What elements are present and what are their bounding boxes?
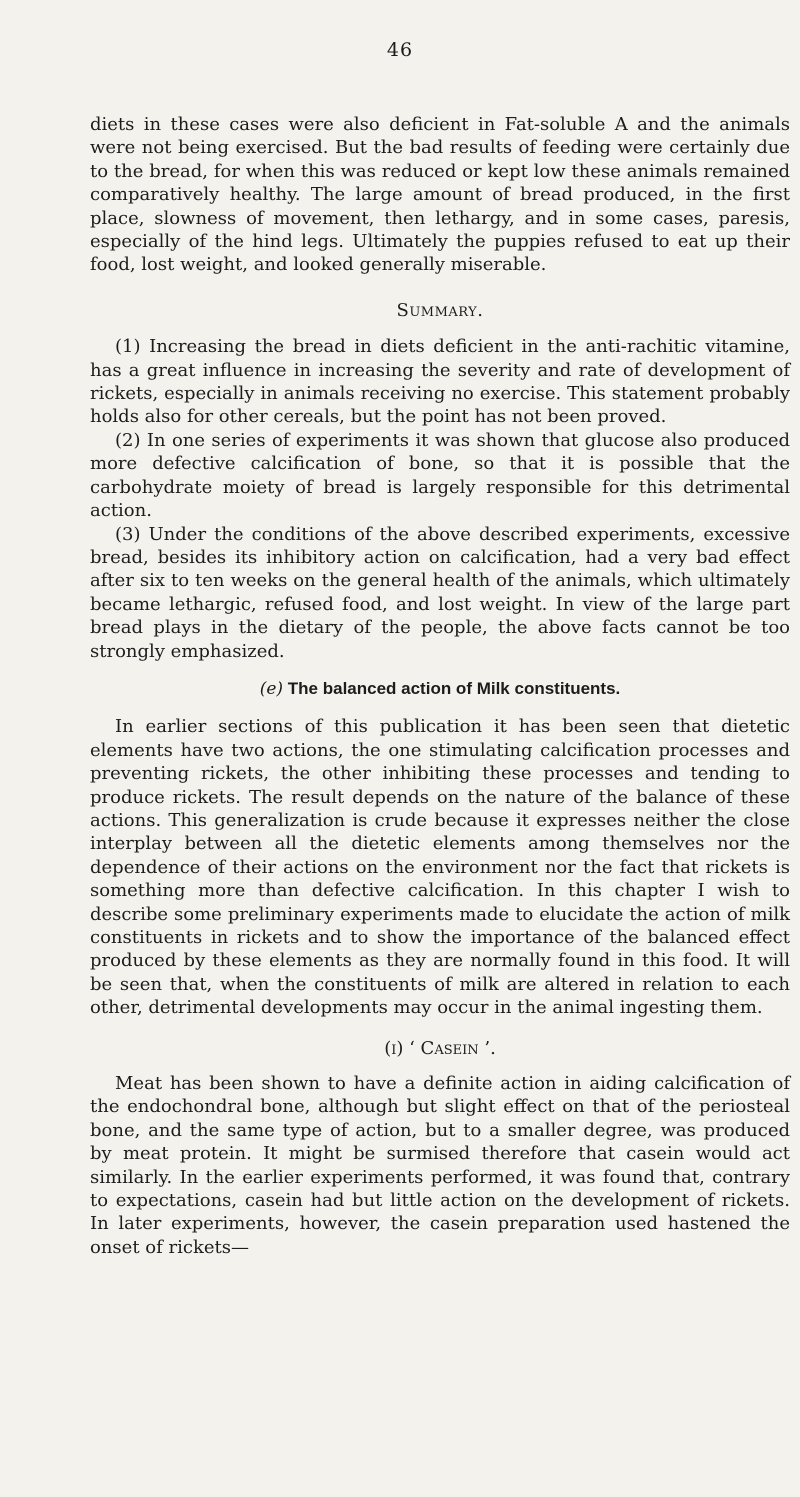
subsection-title: ‘ Casein ’. xyxy=(409,1037,496,1059)
page-body xyxy=(90,113,790,1259)
section-heading xyxy=(90,677,790,701)
summary-point-1: (1) Increasing the bread in diets deficient in the anti-rachitic vitamine, has a great influence in increasing the severity and rate of development of rickets, especially in animals receiving no exercise. This statement probably holds also for other cereals, but the point has not been proved. xyxy=(90,336,790,428)
subsection-heading xyxy=(90,1037,790,1060)
paragraph-continuation: diets in these cases were also deficient in Fat-soluble A and the animals were not being exercised. But the bad results of feeding were certainly due to the bread, for when this was reduced or kept low these animals remained comparatively healthy. The large amount of bread produced, in the first place, slowness of movement, then lethargy, and in some cases, paresis, especially of the hind legs. Ultimately the puppies refused to eat up their food, lost weight, and looked generally miserable. xyxy=(90,114,790,276)
casein-paragraph: Meat has been shown to have a definite action in aiding calcification of the endochondral bone, although but slight effect on that of the periosteal bone, and the same type of action, but to a smaller degree, was produced by meat protein. It might be surmised therefore that casein would act similarly. In the earlier experiments performed, it was found that, contrary to expectations, casein had but little action on the development of rickets. In later experiments, however, the casein preparation used hastened the onset of rickets— xyxy=(90,1073,790,1258)
section-title: The balanced action of Milk constituents. xyxy=(287,678,621,698)
section-label: (e) xyxy=(259,678,284,699)
summary-point-2: (2) In one series of experiments it was shown that glucose also produced more defective calcification of bone, so that it is possible that the carbohydrate moiety of bread is largely responsible for this detrimental action. xyxy=(90,429,790,522)
summary-heading: Summary. xyxy=(396,299,484,321)
summary-point-3: (3) Under the conditions of the above described experiments, excessive bread, besides its inhibitory action on calcification, had a very bad effect after six to ten weeks on the general health of the animals, which ultimately became lethargic, refused food, and lost weight. In view of the large part bread plays in the dietary of the people, the above facts cannot be too strongly emphasized. xyxy=(90,523,790,662)
page-number: 46 xyxy=(386,39,414,61)
section-intro-paragraph: In earlier sections of this publication it has been seen that dietetic elements have two actions, the one stimulating calcification processes and preventing rickets, the other inhibiting these processes and tending to produce rickets. The result depends on the nature of the balance of these actions. This generalization is crude because it expresses neither the close interplay between all the dietetic elements among themselves nor the dependence of their actions on the environment nor the fact that rickets is something more than defective calcification. In this chapter I wish to describe some preliminary experiments made to elucidate the action of milk constituents in rickets and to show the importance of the balanced effect produced by these elements as they are normally found in this food. It will be seen that, when the constituents of milk are altered in relation to each other, detrimental developments may occur in the animal ingesting them. xyxy=(90,716,790,1019)
subsection-label: (i) xyxy=(384,1037,404,1059)
